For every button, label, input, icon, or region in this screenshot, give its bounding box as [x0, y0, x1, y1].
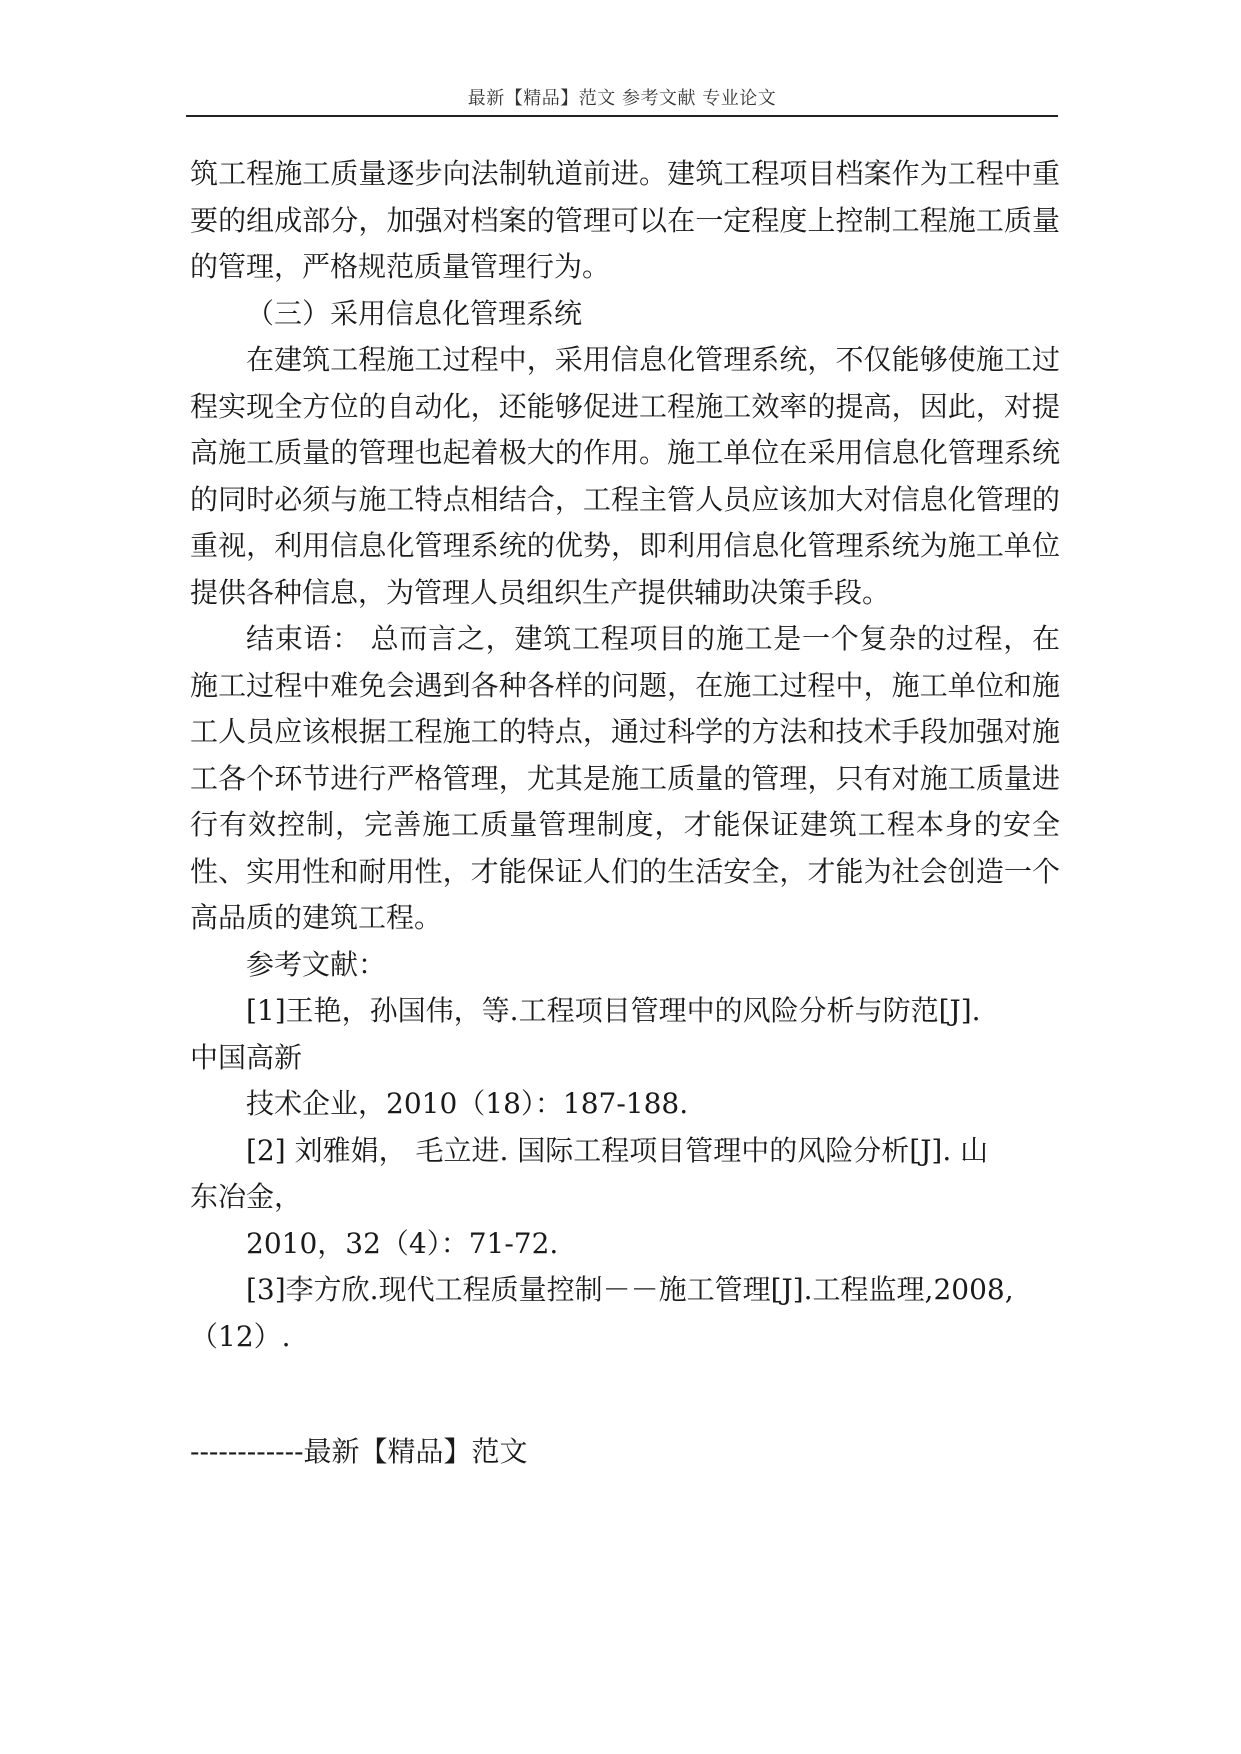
reference-2-line1: [2] 刘雅娟， 毛立进. 国际工程项目管理中的风险分析[J]. 山 [246, 1133, 989, 1167]
reference-2-line3: 2010，32（4）：71-72. [246, 1226, 559, 1260]
section-heading: （三）采用信息化管理系统 [246, 296, 583, 330]
conclusion-paragraph: 结束语： 总而言之，建筑工程项目的施工是一个复杂的过程，在施工过程中难免会遇到各种各样的问题，在施工过程中，施工单位和施工人员应该根据工程施工的特点，通过科学的方法和技术手段加强对施工各个环节进行严格管理，尤其是施工质量的管理，只有对施工质量进行有效控制，完善施工质量管理制度，才能保证建筑工程本身的安全性、实用性和耐用性，才能保证人们的生活安全，才能为社会创造一个高品质的建筑工程。 [190, 622, 1060, 934]
page-footer: ------------最新【精品】范文 [190, 1435, 528, 1468]
reference-1-line2: 中国高新 [190, 1040, 303, 1074]
document-body [190, 151, 1060, 1360]
reference-3-line2: （12）. [190, 1319, 291, 1353]
references-heading: 参考文献： [246, 947, 387, 981]
intro-paragraph: 筑工程施工质量逐步向法制轨道前进。建筑工程项目档案作为工程中重要的组成部分，加强对档案的管理可以在一定程度上控制工程施工质量的管理，严格规范质量管理行为。 [190, 157, 1060, 283]
reference-3-line1: [3]李方欣.现代工程质量控制－－施工管理[J].工程监理,2008, [246, 1273, 1014, 1306]
reference-2-line2: 东冶金， [190, 1180, 303, 1213]
page-header: 最新【精品】范文 参考文献 专业论文 [467, 88, 777, 109]
header-divider [186, 115, 1058, 117]
reference-1-line1: [1]王艳，孙国伟，等.工程项目管理中的风险分析与防范[J]. [246, 994, 981, 1027]
reference-1-line3: 技术企业，2010（18）：187-188. [246, 1087, 689, 1120]
section-paragraph: 在建筑工程施工过程中，采用信息化管理系统，不仅能够使施工过程实现全方位的自动化，还能够促进工程施工效率的提高，因此，对提高施工质量的管理也起着极大的作用。施工单位在采用信息化管理系统的同时必须与施工特点相结合，工程主管人员应该加大对信息化管理的重视，利用信息化管理系统的优势，即利用信息化管理系统为施工单位提供各种信息，为管理人员组织生产提供辅助决策手段。 [190, 343, 1060, 609]
